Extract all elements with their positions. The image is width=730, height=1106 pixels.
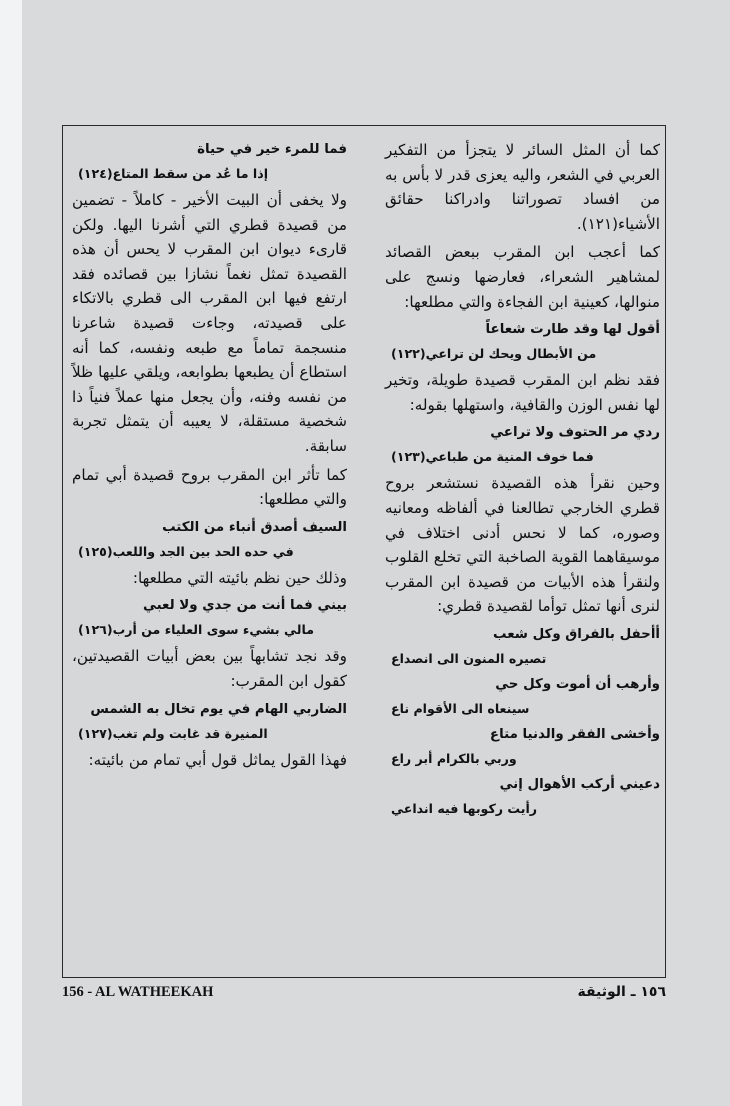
paragraph: فهذا القول يماثل قول أبي تمام من بائيته: xyxy=(88,750,347,769)
footer-page-number-english: 156 - AL WATHEEKAH xyxy=(62,984,214,1000)
verse-second-hemistich: في حده الحد بين الجد واللعب(١٢٥) xyxy=(78,543,294,559)
footer-page-number-arabic: ١٥٦ ـ الوثيقة xyxy=(577,984,666,1000)
verse-second-hemistich: إذا ما عُد من سقط المتاع(١٢٤) xyxy=(78,166,269,181)
verse-first-hemistich: أأحفل بالفراق وكل شعب xyxy=(493,626,660,642)
verse-second-hemistich: تصيره المنون الى انصداع xyxy=(391,650,547,666)
verse-first-hemistich: الضاربي الهام في يوم تخال به الشمس xyxy=(90,701,347,717)
paragraph: كما أعجب ابن المقرب ببعض القصائد لمشاهير الشعراء، فعارضها ونسج على منوالها، كعينية ابن الفجاءة والتي مطلعها: xyxy=(385,243,660,311)
right-column xyxy=(385,138,660,823)
verse-second-hemistich: رأيت ركوبها فيه انداعي xyxy=(391,800,538,816)
page-edge xyxy=(0,0,22,1106)
verse-first-hemistich: السيف أصدق أنباء من الكتب xyxy=(162,519,347,535)
verse-first-hemistich: وأخشى الفقر والدنيا متاع xyxy=(489,726,660,742)
verse-first-hemistich: بيني فما أنت من جدي ولا لعبي xyxy=(143,598,347,614)
paragraph: فقد نظم ابن المقرب قصيدة طويلة، وتخير لها نفس الوزن والقافية، واستهلها بقوله: xyxy=(385,371,660,414)
paragraph: وحين نقرأ هذه القصيدة نستشعر بروح قطري الخارجي تطالعنا في ألفاظه ومعانيه وصوره، كما لا نحس أدنى اختلاف في موسيقاهما القوية الصاخبة التي تخلع القلوب ولنقرأ هذه الأبيات من قصيدة ابن المقرب لنرى أنها تمثل توأما لقصيدة قطري: xyxy=(385,474,660,616)
paragraph: وذلك حين نظم بائيته التي مطلعها: xyxy=(132,568,347,587)
verse-second-hemistich: مالي بشيء سوى العلياء من أرب(١٢٦) xyxy=(78,622,315,638)
verse-second-hemistich: وربي بالكرام أبر راع xyxy=(391,750,517,766)
verse-first-hemistich: ردي مر الحتوف ولا تراعي xyxy=(490,425,660,441)
left-column xyxy=(72,138,347,776)
paragraph: ولا يخفى أن البيت الأخير - كاملاً - تضمين من قصيدة قطري التي أشرنا اليها. ولكن قارىء ديوان ابن المقرب لا يحس أن هذه القصيدة تمثل نغماً نشازا بين قصائده فقد ارتفع فيها ابن المقرب الى قطري بالاتكاء على قصيدته، وجاءت قصيدة شاعرنا منسجمة تماماً مع طبعه ونفسه، كما أنه استطاع أن يطبعها بطوابعه، ويلقي عليها ظلاً من نفسه وفنه، وأن يجعل منها عملاً فنياً ذا شخصية مستقلة، لا يعيبه أن يتمثل تجربة سابقة. xyxy=(72,191,347,455)
verse-first-hemistich: أقول لها وقد طارت شعاعاً xyxy=(485,322,660,338)
verse-second-hemistich: المنيرة قد غابت ولم تغب(١٢٧) xyxy=(78,725,268,741)
paragraph: كما تأثر ابن المقرب بروح قصيدة أبي تمام والتي مطلعها: xyxy=(72,465,347,509)
verse-first-hemistich: دعيني أركب الأهوال إني xyxy=(499,776,660,792)
paragraph: كما أن المثل السائر لا يتجزأ من التفكير العربي في الشعر، واليه يعزى قدر لا بأس به من افساد تصوراتنا وادراكنا حقائق الأشياء(١٢١). xyxy=(385,141,660,233)
verse-second-hemistich: من الأبطال ويحك لن تراعي(١٢٢) xyxy=(391,346,597,362)
verse-second-hemistich: فما خوف المنية من طباعي(١٢٣) xyxy=(391,449,594,465)
verse-second-hemistich: سينعاه الى الأقوام ناع xyxy=(391,700,530,716)
verse-first-hemistich: وأرهب أن أموت وكل حي xyxy=(495,676,660,692)
verse-first-hemistich: فما للمرء خير في حياة xyxy=(197,142,347,157)
paragraph: وقد نجد تشابهاً بين بعض أبيات القصيدتين، كقول ابن المقرب: xyxy=(72,647,347,690)
